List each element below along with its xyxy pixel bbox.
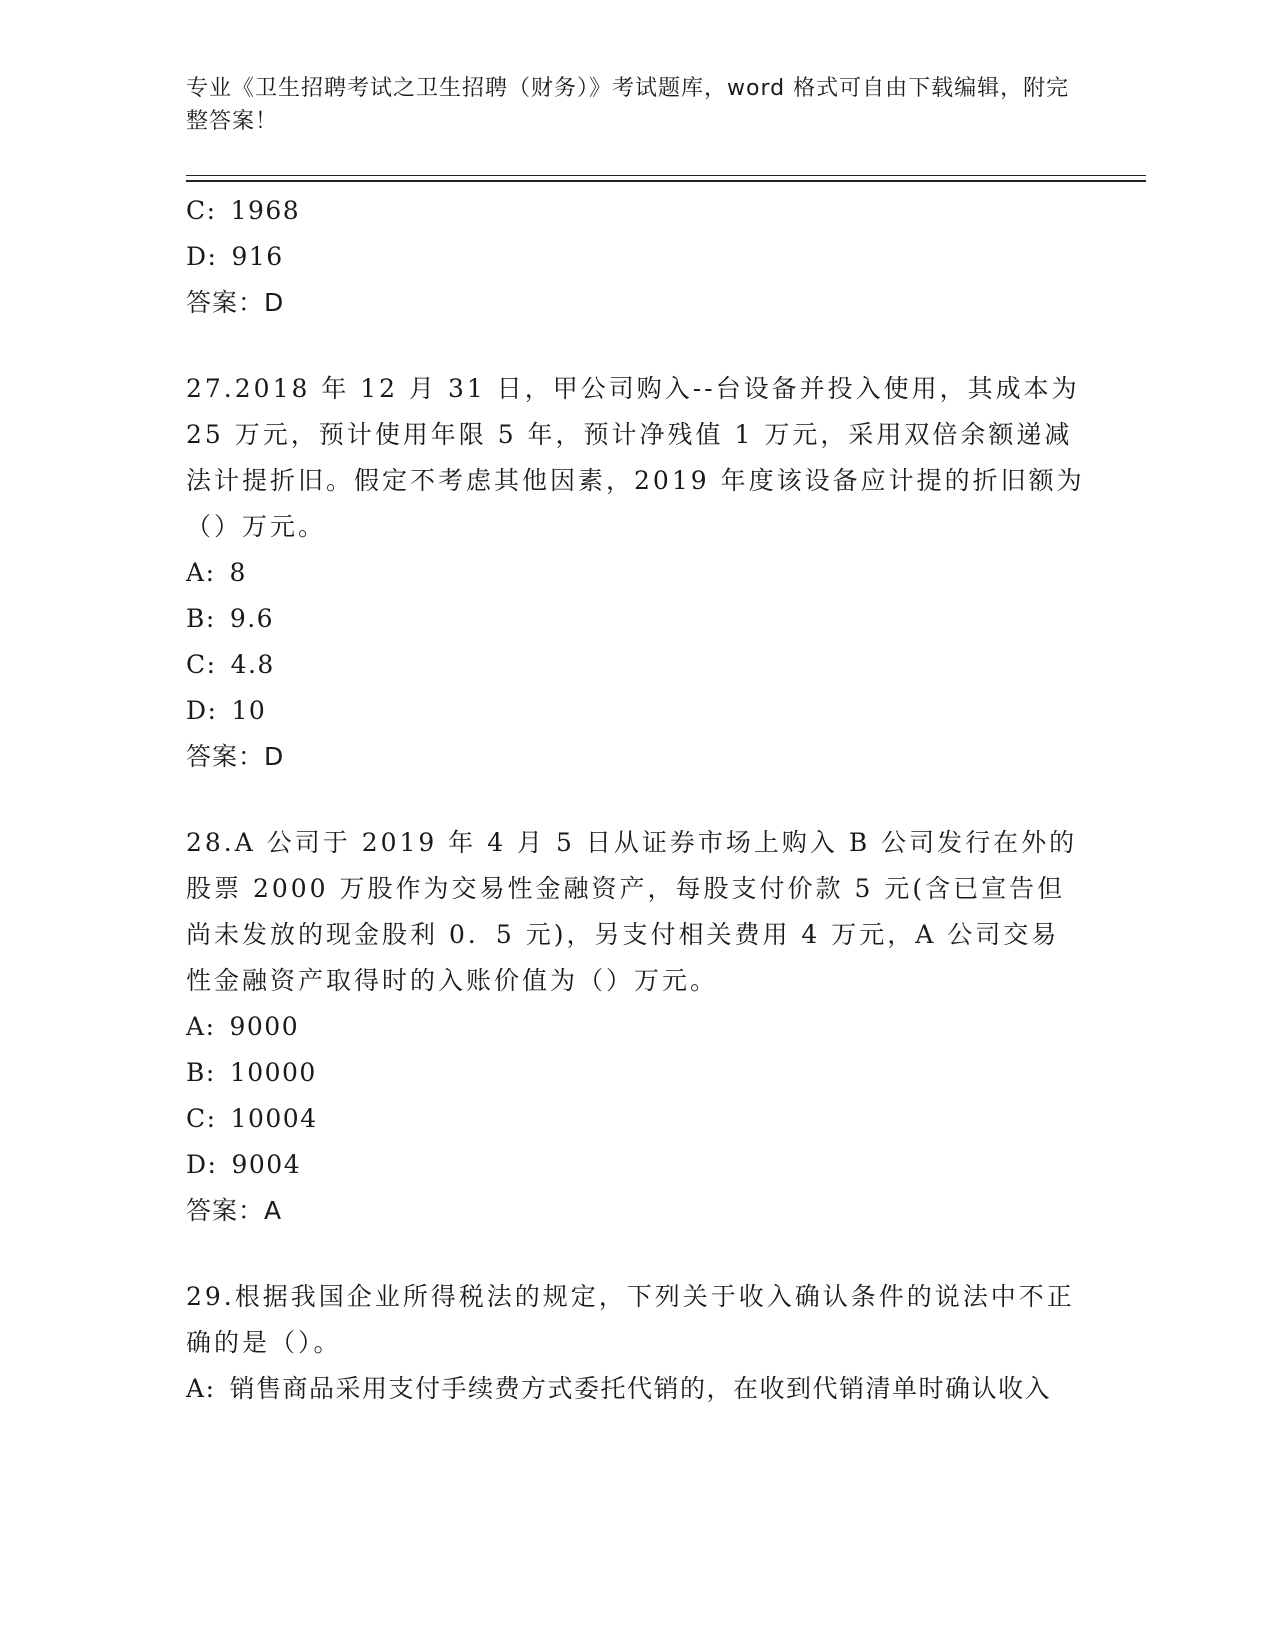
option-d: D: 916 <box>186 242 284 271</box>
option-c: C: 10004 <box>186 1104 318 1133</box>
question-stem: 29.根据我国企业所得税法的规定，下列关于收入确认条件的说法中不正确的是（）。 <box>186 1282 1075 1357</box>
option-a: A: 9000 <box>186 1012 300 1041</box>
answer-line: 答案：A <box>186 1196 283 1225</box>
question-block-28 <box>186 820 1086 1234</box>
document-body <box>186 188 1086 1412</box>
option-c: C: 1968 <box>186 196 301 225</box>
header-divider-thick <box>186 180 1146 182</box>
question-block-29 <box>186 1274 1086 1412</box>
partial-question <box>186 188 1086 326</box>
option-d: D: 10 <box>186 696 267 725</box>
question-stem: 28.A 公司于 2019 年 4 月 5 日从证券市场上购入 B 公司发行在外的股票 2000 万股作为交易性金融资产，每股支付价款 5 元(含已宣告但尚未发放的现金股利 0．5 元)，另支付相关费用 4 万元，A 公司交易性金融资产取得时的入账价值为（）万元。 <box>186 828 1078 995</box>
answer-line: 答案：D <box>186 288 285 317</box>
option-d: D: 9004 <box>186 1150 302 1179</box>
header-divider-thin <box>186 175 1146 176</box>
option-c: C: 4.8 <box>186 650 275 679</box>
option-b: B: 10000 <box>186 1058 317 1087</box>
question-block-27 <box>186 366 1086 780</box>
question-stem: 27.2018 年 12 月 31 日，甲公司购入--台设备并投入使用，其成本为 25 万元，预计使用年限 5 年，预计净残值 1 万元，采用双倍余额递减法计提折旧。假定不考虑其他因素，2019 年度该设备应计提的折旧额为（）万元。 <box>186 374 1085 541</box>
document-header: 专业《卫生招聘考试之卫生招聘（财务）》考试题库，word 格式可自由下载编辑，附完整答案！ <box>186 76 1070 134</box>
option-a: A: 8 <box>186 558 247 587</box>
answer-line: 答案：D <box>186 742 285 771</box>
option-b: B: 9.6 <box>186 604 275 633</box>
option-a: A: 销售商品采用支付手续费方式委托代销的，在收到代销清单时确认收入 <box>186 1374 1052 1403</box>
